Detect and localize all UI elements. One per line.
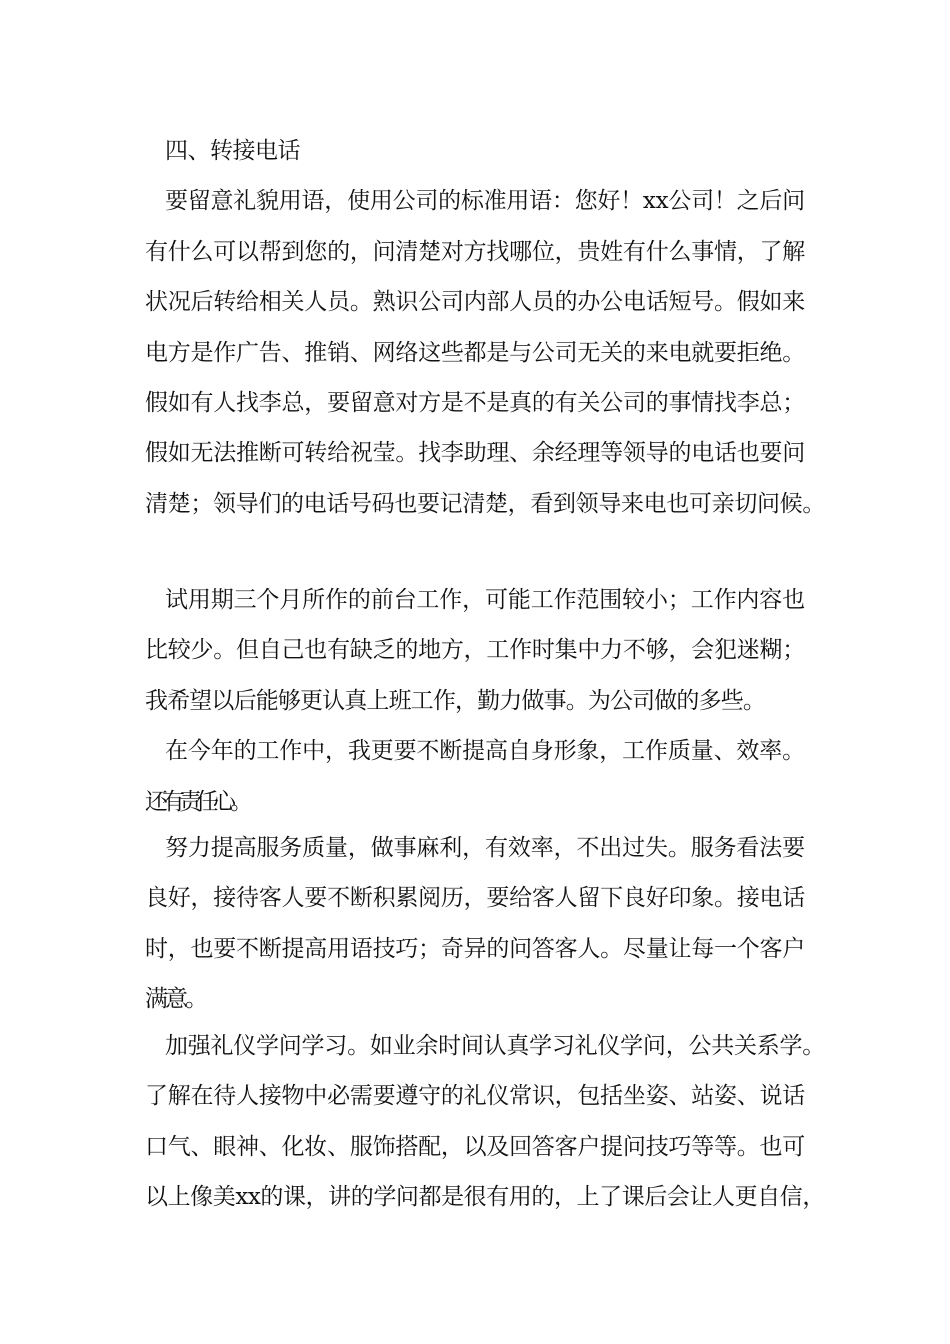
paragraph-line: 要留意礼貌用语，使用公司的标准用语：您好！xx公司！之后问 bbox=[165, 188, 805, 214]
paragraph-line: 了解在待人接物中必需要遵守的礼仪常识，包括坐姿、站姿、说话 bbox=[145, 1083, 805, 1109]
paragraph-line: 努力提高服务质量，做事麻利，有效率，不出过失。服务看法要 bbox=[165, 835, 806, 861]
paragraph-line: 我希望以后能够更认真上班工作，勤力做事。为公司做的多些。 bbox=[145, 688, 766, 714]
paragraph-line: 假如有人找李总，要留意对方是不是真的有关公司的事情找李总； bbox=[145, 390, 805, 416]
paragraph-line: 有什么可以帮到您的，问清楚对方找哪位，贵姓有什么事情，了解 bbox=[145, 239, 805, 265]
paragraph-line: 比较少。但自己也有缺乏的地方，工作时集中力不够，会犯迷糊； bbox=[145, 637, 805, 663]
paragraph-line: 试用期三个月所作的前台工作，可能工作范围较小；工作内容也 bbox=[165, 587, 806, 613]
paragraph-line: 假如无法推断可转给祝莹。找李助理、余经理等领导的电话也要问 bbox=[145, 440, 805, 466]
paragraph-line: 电方是作广告、推销、网络这些都是与公司无关的来电就要拒绝。 bbox=[145, 340, 805, 366]
paragraph-line: 口气、眼神、化妆、服饰搭配，以及回答客户提问技巧等等。也可 bbox=[145, 1134, 805, 1160]
paragraph-line: 在今年的工作中，我更要不断提高自身形象，工作质量、效率。 bbox=[165, 738, 806, 764]
section-heading: 四、转接电话 bbox=[165, 138, 300, 164]
paragraph-line: 良好，接待客人要不断积累阅历，要给客人留下良好印象。接电话 bbox=[145, 885, 805, 911]
paragraph-line: 以上像美xx的课，讲的学问都是很有用的，上了课后会让人更自信， bbox=[145, 1184, 825, 1210]
paragraph-line: 还有责任心。 bbox=[145, 789, 247, 815]
paragraph-line: 满意。 bbox=[145, 986, 205, 1012]
paragraph-line: 加强礼仪学问学习。如业余时间认真学习礼仪学问，公共关系学。 bbox=[165, 1033, 825, 1059]
paragraph-line: 状况后转给相关人员。熟识公司内部人员的办公电话短号。假如来 bbox=[145, 289, 805, 315]
paragraph-line: 清楚；领导们的电话号码也要记清楚，看到领导来电也可亲切问候。 bbox=[145, 491, 826, 517]
paragraph-line: 时，也要不断提高用语技巧；奇异的问答客人。尽量让每一个客户 bbox=[145, 936, 805, 962]
